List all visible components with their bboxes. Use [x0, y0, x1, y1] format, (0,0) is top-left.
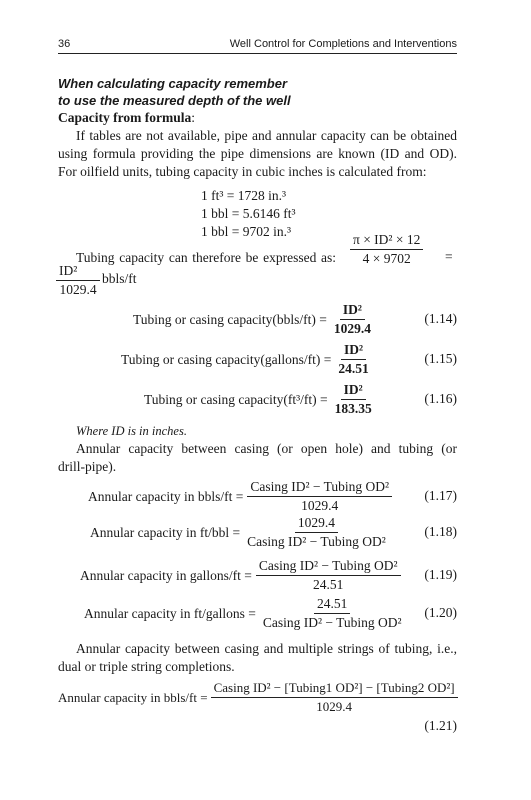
annular-intro-line-1: Annular capacity between casing (or open hole) and tubing (or [76, 441, 457, 456]
callout-line-2: to use the measured depth of the well [58, 93, 291, 108]
conversion-3: 1 bbl = 9702 in.³ [201, 224, 292, 239]
equation-1-16 [144, 382, 375, 417]
equation-denominator: 24.51 [338, 361, 369, 376]
equation-lhs: Annular capacity in ft/gallons = [84, 605, 256, 621]
equation-numerator: Casing ID² − Tubing OD² [256, 558, 401, 576]
header-rule [58, 53, 457, 54]
conversion-1: 1 ft³ = 1728 in.³ [201, 188, 287, 203]
equation-number: (1.21) [424, 718, 457, 733]
section-heading-text: Capacity from formula [58, 110, 192, 125]
equation-numerator: Casing ID² − Tubing OD² [247, 479, 392, 497]
equation-1-21 [58, 680, 458, 715]
equation-1-18 [90, 515, 389, 550]
equation-denominator: Casing ID² − Tubing OD² [262, 615, 402, 630]
equation-lhs: Annular capacity in ft/bbl = [90, 524, 241, 540]
running-title: Well Control for Completions and Interventions [229, 38, 457, 50]
equation-number: (1.17) [424, 488, 457, 503]
intro-line-1: If tables are not available, pipe and annular capacity can be obtained [76, 128, 457, 143]
equation-lhs: Tubing or casing capacity(gallons/ft) = [121, 351, 332, 367]
equation-numerator: ID² [341, 382, 366, 400]
equation-number: (1.20) [424, 605, 457, 620]
tubing-expr-fraction [350, 232, 423, 267]
equation-lhs: Tubing or casing capacity(bbls/ft) = [133, 311, 327, 327]
tubing-expr-numerator: π × ID² × 12 [350, 232, 423, 250]
equation-denominator: 183.35 [334, 401, 372, 416]
equation-denominator: 1029.4 [333, 321, 371, 336]
annular-intro-line-2: drill-pipe). [58, 459, 117, 474]
tubing-expr-denominator: 4 × 9702 [362, 251, 411, 266]
equation-number: (1.16) [424, 391, 457, 406]
equation-numerator: 1029.4 [295, 515, 338, 533]
equation-denominator: 24.51 [313, 577, 344, 592]
equation-denominator: 1029.4 [301, 498, 339, 513]
tubing-expr-result-den: 1029.4 [59, 282, 97, 297]
callout-line-1: When calculating capacity remember [58, 76, 288, 91]
equation-numerator: 24.51 [314, 596, 350, 614]
equation-lhs: Annular capacity in bbls/ft = [88, 488, 244, 504]
intro-line-2: using formula providing the pipe dimensions are known (ID and OD). [58, 146, 457, 161]
equation-number: (1.18) [424, 524, 457, 539]
equation-1-14 [133, 302, 374, 337]
page-number: 36 [58, 38, 71, 50]
conversion-2: 1 bbl = 5.6146 ft³ [201, 206, 296, 221]
multi-intro-line-2: dual or triple string completions. [58, 659, 235, 674]
equation-numerator: Casing ID² − [Tubing1 OD²] − [Tubing2 OD²] [211, 680, 458, 698]
intro-line-3: For oilfield units, tubing capacity in cubic inches is calculated from: [58, 164, 427, 179]
equation-1-19 [80, 558, 401, 593]
equation-lhs: Annular capacity in bbls/ft = [58, 689, 208, 705]
section-heading [58, 109, 195, 127]
equation-lhs: Tubing or casing capacity(ft³/ft) = [144, 391, 328, 407]
where-note: Where ID is in inches. [76, 424, 187, 438]
equation-1-17 [88, 479, 392, 514]
equation-number: (1.19) [424, 567, 457, 582]
tubing-expr-lead: Tubing capacity can therefore be expressed as: [76, 250, 336, 265]
equation-1-20 [84, 596, 405, 631]
equation-1-15 [121, 342, 372, 377]
equation-numerator: ID² [341, 342, 366, 360]
equation-number: (1.15) [424, 351, 457, 366]
tubing-expr-equals: = [445, 249, 453, 264]
equation-numerator: ID² [340, 302, 365, 320]
tubing-expr-result [56, 263, 137, 298]
equation-denominator: Casing ID² − Tubing OD² [247, 534, 386, 549]
section-heading-colon: : [191, 110, 195, 125]
tubing-expr-result-num: ID² [56, 263, 100, 281]
tubing-expr-unit: bbls/ft [102, 270, 137, 286]
equation-number: (1.14) [424, 311, 457, 326]
multi-intro-line-1: Annular capacity between casing and multiple strings of tubing, i.e., [76, 641, 457, 656]
equation-lhs: Annular capacity in gallons/ft = [80, 567, 252, 583]
equation-denominator: 1029.4 [316, 699, 352, 714]
